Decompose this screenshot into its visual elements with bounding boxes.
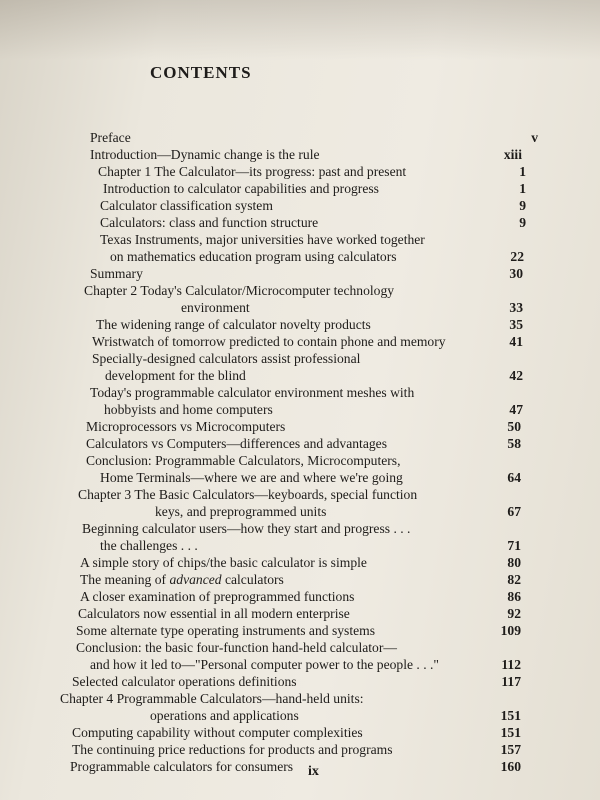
toc-entry-page: 42 xyxy=(509,368,523,383)
toc-entry-text: Chapter 3 The Basic Calculators—keyboards, special function xyxy=(78,487,418,502)
toc-entry-page: 80 xyxy=(507,555,521,570)
toc-entry-page: 117 xyxy=(501,674,521,689)
toc-entry-text: environment xyxy=(181,300,250,315)
toc-entry-page: 151 xyxy=(500,708,521,723)
toc-entry-page: 92 xyxy=(507,606,521,621)
toc-entry-text: Wristwatch of tomorrow predicted to contain phone and memory xyxy=(92,334,446,349)
toc-entry-text: Conclusion: Programmable Calculators, Microcomputers, xyxy=(86,453,401,468)
toc-entry-page: 41 xyxy=(509,334,523,349)
toc-entry-page: 50 xyxy=(507,419,521,434)
toc-entry-page: 151 xyxy=(500,725,521,740)
toc-entry-text: The widening range of calculator novelty products xyxy=(96,317,371,332)
toc-entry-page: 9 xyxy=(519,215,526,230)
toc-entry-page: 1 xyxy=(519,164,526,179)
toc-entry-page: 33 xyxy=(509,300,523,315)
toc-entry-page: 9 xyxy=(519,198,526,213)
toc-entry-text: Home Terminals—where we are and where we're going xyxy=(100,470,403,485)
toc-entry-text: operations and applications xyxy=(150,708,299,723)
toc-entry-text: the challenges . . . xyxy=(100,538,198,553)
toc-entry-page: 58 xyxy=(507,436,521,451)
toc-entry-page: 47 xyxy=(509,402,523,417)
toc-entry-text: hobbyists and home computers xyxy=(104,402,273,417)
page-title: CONTENTS xyxy=(150,63,252,82)
toc-entry-text: Calculators vs Computers—differences and advantages xyxy=(86,436,387,451)
toc-entry-text: Conclusion: the basic four-function hand-held calculator— xyxy=(76,640,397,655)
toc-entry-text: development for the blind xyxy=(105,368,246,383)
toc-entry-page: 35 xyxy=(509,317,523,332)
page-number: ix xyxy=(308,764,319,779)
toc-entry-page: 71 xyxy=(507,538,521,553)
toc-entry-text: Chapter 1 The Calculator—its progress: past and present xyxy=(98,164,407,179)
toc-entry-text: The continuing price reductions for products and programs xyxy=(72,742,393,757)
toc-entry-page: v xyxy=(531,130,538,145)
toc-entry-text: Chapter 4 Programmable Calculators—hand-held units: xyxy=(60,691,364,706)
toc-entry-text: Beginning calculator users—how they start and progress . . . xyxy=(82,521,411,536)
toc-entry-text: Some alternate type operating instruments and systems xyxy=(76,623,375,638)
toc-entry-text: Computing capability without computer complexities xyxy=(72,725,363,740)
toc-entry-text: Programmable calculators for consumers xyxy=(70,759,294,774)
toc-entry-page: 160 xyxy=(500,759,521,774)
toc-entry-text: Specially-designed calculators assist professional xyxy=(92,351,361,366)
toc-entry-text: Calculator classification system xyxy=(100,198,273,213)
toc-entry-text: A simple story of chips/the basic calculator is simple xyxy=(80,555,367,570)
toc-entry-text: Preface xyxy=(90,130,131,145)
toc-entry-text: The meaning of advanced calculators xyxy=(80,572,284,587)
toc-entry-page: xiii xyxy=(503,147,522,162)
toc-entry-page: 82 xyxy=(507,572,521,587)
toc-entry-page: 30 xyxy=(509,266,523,281)
toc-entry-text: Microprocessors vs Microcomputers xyxy=(86,419,286,434)
toc-entry-text: Summary xyxy=(90,266,143,281)
page-shadow xyxy=(0,0,600,60)
toc-entry-page: 157 xyxy=(500,742,521,757)
toc-entry-text: Today's programmable calculator environment meshes with xyxy=(90,385,415,400)
toc-entry-text: Calculators: class and function structure xyxy=(100,215,319,230)
toc-entry-text: A closer examination of preprogrammed functions xyxy=(80,589,355,604)
toc-entry-text: Texas Instruments, major universities have worked together xyxy=(100,232,425,247)
toc-entry-page: 86 xyxy=(507,589,521,604)
toc-entry-page: 109 xyxy=(500,623,521,638)
toc-entry-page: 64 xyxy=(507,470,521,485)
toc-entry-text: Chapter 2 Today's Calculator/Microcomputer technology xyxy=(84,283,395,298)
toc-entry-page: 112 xyxy=(501,657,521,672)
toc-entry-text: on mathematics education program using calculators xyxy=(110,249,397,264)
toc-entry-page: 67 xyxy=(507,504,521,519)
toc-entry-text: Introduction to calculator capabilities and progress xyxy=(103,181,379,196)
toc-entry-text: and how it led to—"Personal computer power to the people . . ." xyxy=(90,657,439,672)
toc-entry-text: Selected calculator operations definitions xyxy=(72,674,297,689)
emphasis: advanced xyxy=(169,572,222,587)
toc-entry-text: Calculators now essential in all modern enterprise xyxy=(78,606,350,621)
toc-entry-text: Introduction—Dynamic change is the rule xyxy=(90,147,320,162)
toc-entry-text: keys, and preprogrammed units xyxy=(155,504,327,519)
toc-entry-page: 22 xyxy=(510,249,524,264)
toc-entry-page: 1 xyxy=(519,181,526,196)
